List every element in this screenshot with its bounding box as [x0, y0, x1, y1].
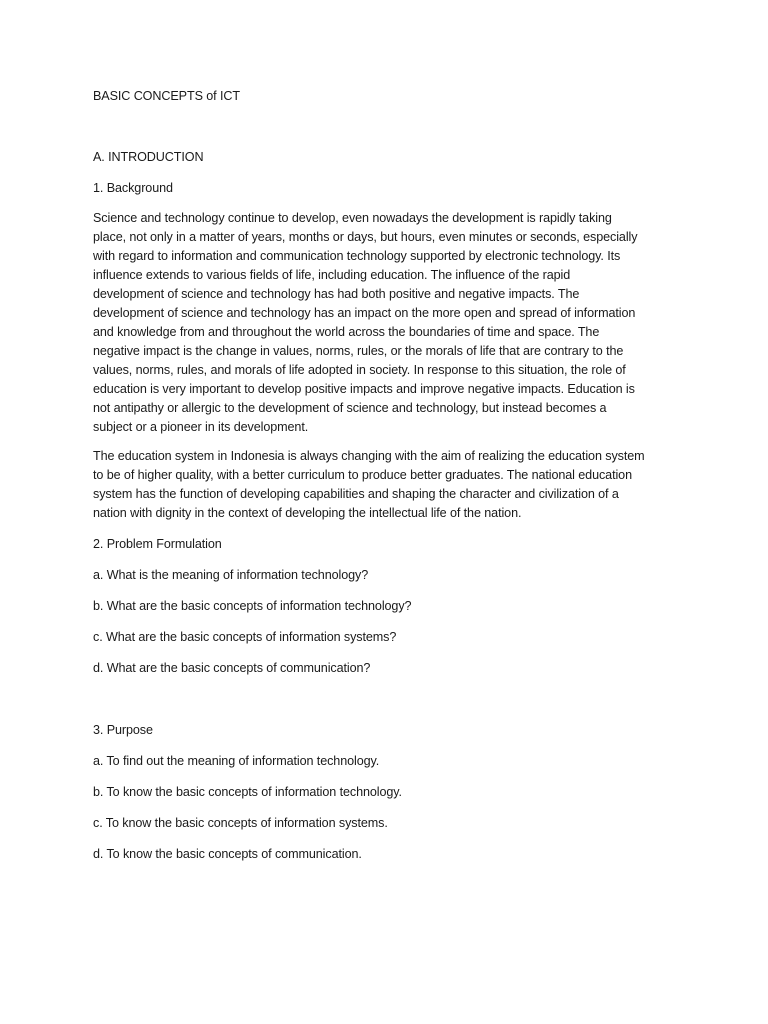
background-paragraph-2 — [93, 447, 675, 523]
background-paragraph-1 — [93, 209, 675, 437]
text-line: influence extends to various fields of life, including education. The influence of the rapid — [93, 268, 571, 282]
text-line: development of science and technology has had both positive and negative impacts. The — [93, 287, 580, 301]
text-line: values, norms, rules, and morals of life adopted in society. In response to this situation, the role of — [93, 363, 626, 377]
purpose-item: a. To find out the meaning of information technology. — [93, 754, 380, 768]
purpose-item: b. To know the basic concepts of information technology. — [93, 785, 402, 799]
text-line: negative impact is the change in values, norms, rules, or the morals of life that are contrary to the — [93, 344, 624, 358]
text-line: education is very important to develop positive impacts and improve negative impacts. Education is — [93, 382, 635, 396]
text-line: The education system in Indonesia is always changing with the aim of realizing the education system — [93, 449, 645, 463]
subheading-purpose: 3. Purpose — [93, 723, 153, 737]
text-line: Science and technology continue to develop, even nowadays the development is rapidly taking — [93, 211, 612, 225]
problem-item: a. What is the meaning of information technology? — [93, 568, 369, 582]
text-line: not antipathy or allergic to the development of science and technology, but instead becomes a — [93, 401, 607, 415]
purpose-item: d. To know the basic concepts of communication. — [93, 847, 362, 861]
problem-item: b. What are the basic concepts of information technology? — [93, 599, 412, 613]
text-line: development of science and technology has an impact on the more open and spread of information — [93, 306, 636, 320]
section-heading-introduction: A. INTRODUCTION — [93, 150, 204, 164]
purpose-item: c. To know the basic concepts of information systems. — [93, 816, 388, 830]
text-line: subject or a pioneer in its development. — [93, 420, 309, 434]
problem-item: d. What are the basic concepts of communication? — [93, 661, 371, 675]
document-title: BASIC CONCEPTS of ICT — [93, 89, 240, 103]
text-line: with regard to information and communication technology supported by electronic technology. Its — [93, 249, 621, 263]
text-line: to be of higher quality, with a better curriculum to produce better graduates. The national education — [93, 468, 632, 482]
text-line: place, not only in a matter of years, months or days, but hours, even minutes or seconds, especially — [93, 230, 638, 244]
problem-item: c. What are the basic concepts of information systems? — [93, 630, 397, 644]
text-line: system has the function of developing capabilities and shaping the character and civilization of a — [93, 487, 619, 501]
subheading-problem-formulation: 2. Problem Formulation — [93, 537, 222, 551]
text-line: and knowledge from and throughout the world across the boundaries of time and space. The — [93, 325, 600, 339]
text-line: nation with dignity in the context of developing the intellectual life of the nation. — [93, 506, 522, 520]
subheading-background: 1. Background — [93, 181, 173, 195]
